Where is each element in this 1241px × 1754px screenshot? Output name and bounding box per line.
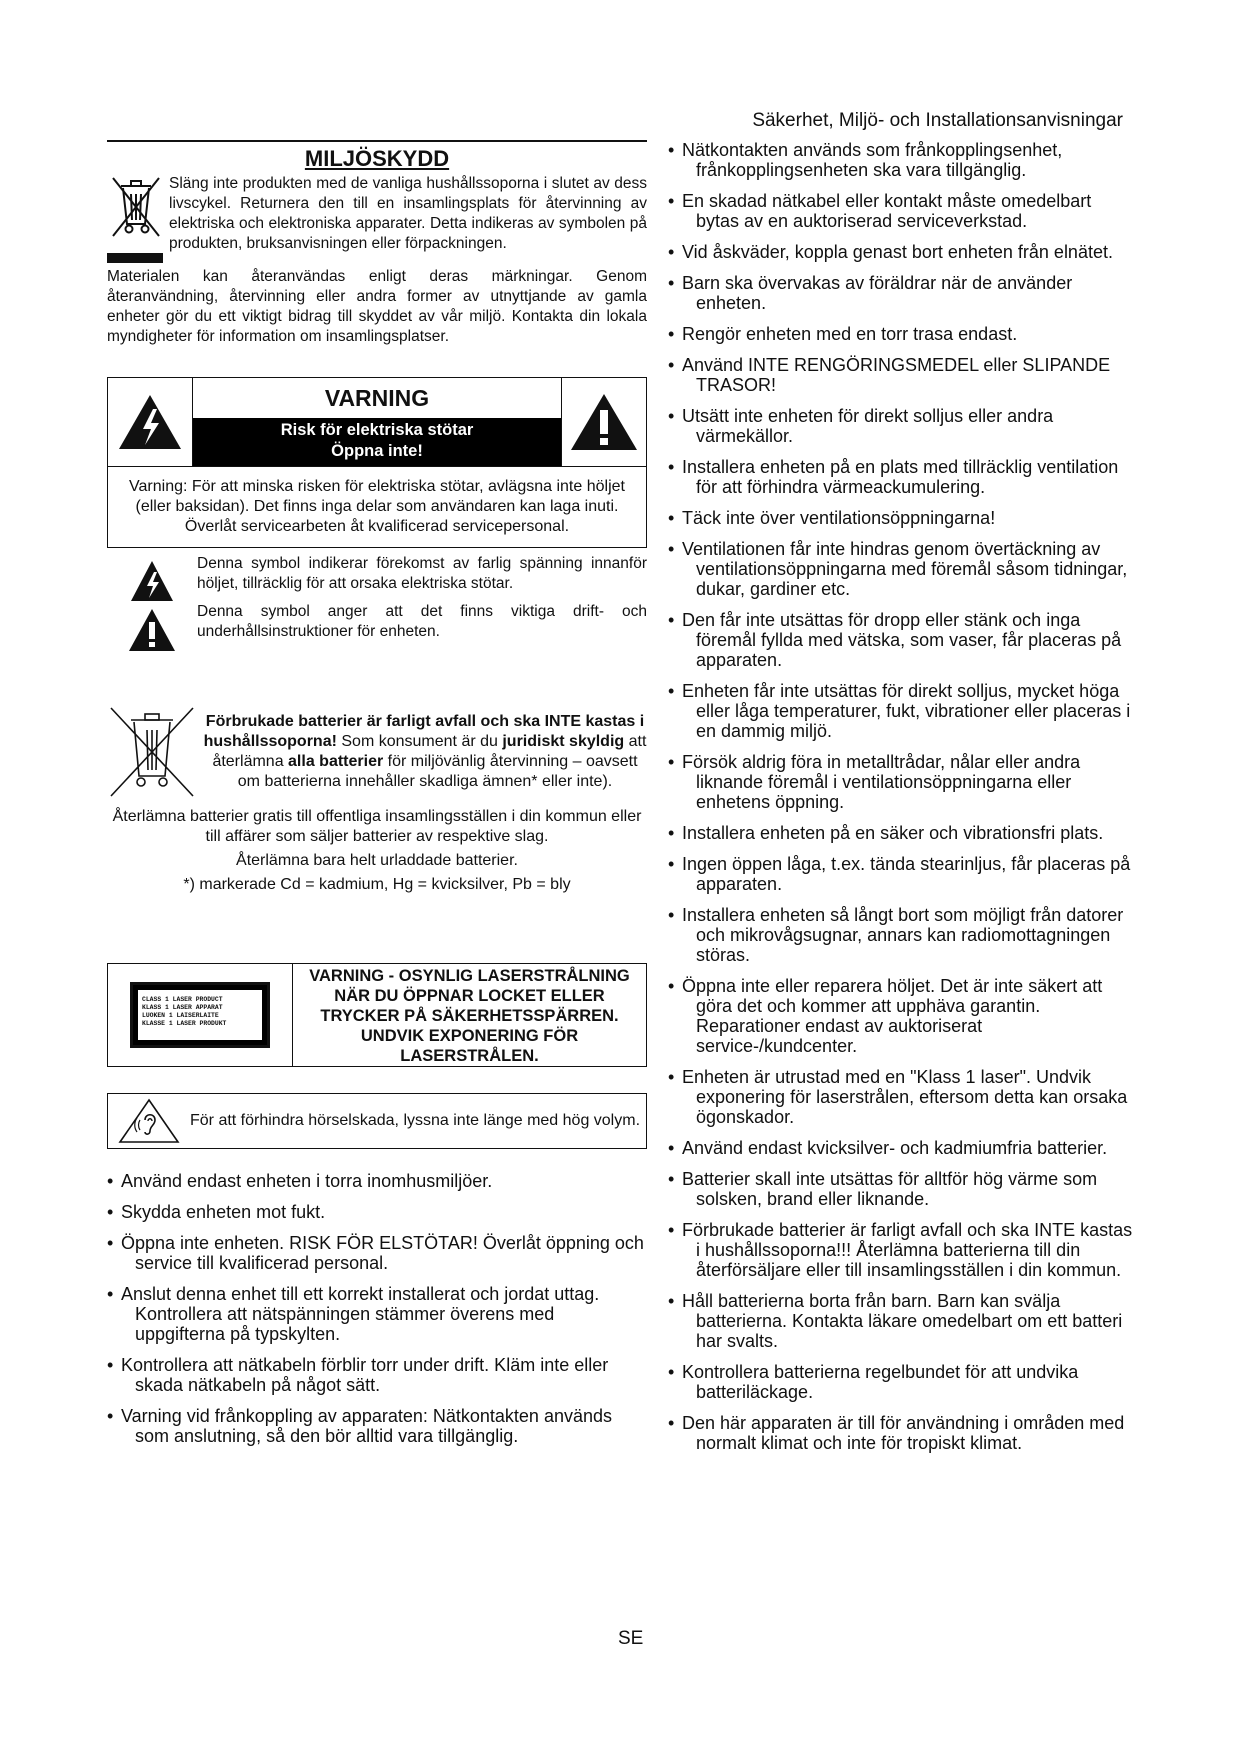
laser-label-line: KLASSE 1 LASER PRODUKT xyxy=(142,1020,227,1027)
battery-bold-1: Förbrukade batterier är farligt avfall och ska INTE kastas i hushållssoporna! xyxy=(203,713,645,750)
lightning-small-icon xyxy=(107,554,197,602)
list-item: • Vid åskväder, koppla genast bort enheten från elnätet. xyxy=(668,242,1138,262)
left-column xyxy=(107,140,647,1457)
laser-warning-box xyxy=(107,963,647,1067)
warning-subtitle-1: Risk för elektriska stötar xyxy=(280,421,474,439)
list-item: • Den här apparaten är till för användning i områden med normalt klimat och inte för tropiskt klimat. xyxy=(668,1413,1138,1453)
lightning-symbol-text: Denna symbol indikerar förekomst av farlig spänning innanför höljet, tillräcklig för att orsaka elektriska stötar. xyxy=(197,555,647,592)
miljoskydd-section xyxy=(107,140,647,347)
battery-footnote: *) markerade Cd = kadmium, Hg = kvicksilver, Pb = bly xyxy=(183,876,571,893)
battery-bold-3: alla batterier xyxy=(288,753,384,770)
lightning-symbol-row xyxy=(107,554,647,602)
warning-body: Varning: För att minska risken för elektriska stötar, avlägsna inte höljet (eller baksidan). Det finns inga delar som användaren kan laga inuti. Överlåt servicearbeten åt kvalificerad servicepersonal. xyxy=(129,478,625,535)
list-item: • Ventilationen får inte hindras genom övertäckning av ventilationsöppningarna med föremål såsom tidningar, dukar, gardiner etc. xyxy=(668,539,1138,599)
miljoskydd-title: MILJÖSKYDD xyxy=(304,146,450,171)
list-item: • Kontrollera batterierna regelbundet för att undvika batteriläckage. xyxy=(668,1362,1138,1402)
list-item: • Installera enheten på en säker och vibrationsfri plats. xyxy=(668,823,1138,843)
list-item: • Håll batterierna borta från barn. Barn kan svälja batterierna. Kontakta läkare omedelbart om ett batteri har svalts. xyxy=(668,1291,1138,1351)
page-header: Säkerhet, Miljö- och Installationsanvisningar xyxy=(752,110,1123,131)
left-bullet-list xyxy=(107,1171,647,1446)
list-item: • Försök aldrig föra in metalltrådar, nålar eller andra liknande föremål i ventilationsöppningarna eller enhetens öppning. xyxy=(668,752,1138,812)
list-item: • Skydda enheten mot fukt. xyxy=(107,1202,647,1222)
exclamation-symbol-text: Denna symbol anger att det finns viktiga drift- och underhållsinstruktioner för enheten. xyxy=(197,603,647,640)
page-number: SE xyxy=(618,1628,644,1649)
list-item: • Den får inte utsättas för dropp eller stänk och inga föremål fyllda med vätska, som vaser, får placeras på apparaten. xyxy=(668,610,1138,670)
list-item: • Täck inte över ventilationsöppningarna! xyxy=(668,508,1138,528)
exclamation-small-icon xyxy=(107,602,197,652)
laser-warning-text: VARNING - OSYNLIG LASERSTRÅLNING NÄR DU ÖPPNAR LOCKET ELLER TRYCKER PÅ SÄKERHETSSPÄRREN. UNDVIK EXPONERING FÖR LASERSTRÅLEN. xyxy=(309,967,630,1065)
warning-subtitle-2: Öppna inte! xyxy=(331,442,423,460)
list-item: • Varning vid frånkoppling av apparaten: Nätkontakten används som anslutning, så den bör alltid vara tillgänglig. xyxy=(107,1406,647,1446)
laser-label-line: CLASS 1 LASER PRODUCT xyxy=(142,996,223,1003)
laser-label-image xyxy=(108,964,293,1066)
weee-bar xyxy=(107,253,163,263)
weee-bin-icon xyxy=(107,174,169,263)
exclamation-warning-icon xyxy=(562,378,646,466)
list-item: • Utsätt inte enheten för direkt solljus eller andra värmekällor. xyxy=(668,406,1138,446)
list-item: • Nätkontakten används som frånkopplingsenhet, frånkopplingsenheten ska vara tillgänglig. xyxy=(668,140,1138,180)
warning-title: VARNING xyxy=(324,385,430,411)
battery-discharged-text: Återlämna bara helt urladdade batterier. xyxy=(236,852,518,869)
battery-text-3: för miljövänlig återvinning – oavsett om batterierna innehåller skadliga ämnen* eller inte). xyxy=(237,753,638,790)
list-item: • Öppna inte eller reparera höljet. Det är inte säkert att göra det och kommer att upphäva garantin. Reparationer endast av auktoriserat service-/kundcenter. xyxy=(668,976,1138,1056)
hearing-warning-icon xyxy=(108,1098,190,1144)
list-item: • Enheten är utrustad med en "Klass 1 laser". Undvik exponering för laserstrålen, eftersom detta kan orsaka ögonskador. xyxy=(668,1067,1138,1127)
list-item: • Ingen öppen låga, t.ex. tända stearinljus, får placeras på apparaten. xyxy=(668,854,1138,894)
list-item: • Förbrukade batterier är farligt avfall och ska INTE kastas i hushållssoporna!!! Återlämna batterierna till din återförsäljare eller till insamlingsställen i din kommun. xyxy=(668,1220,1138,1280)
list-item: • Kontrollera att nätkabeln förblir torr under drift. Kläm inte eller skada nätkabeln på något sätt. xyxy=(107,1355,647,1395)
battery-section xyxy=(107,706,647,807)
battery-bold-2: juridiskt skyldig xyxy=(502,733,625,750)
battery-return-text: Återlämna batterier gratis till offentliga insamlingsställen i din kommun eller till affärer som säljer batterier av respektive slag. xyxy=(112,808,642,845)
list-item: • Anslut denna enhet till ett korrekt installerat och jordat uttag. Kontrollera att nätspänningen stämmer överens med uppgifterna på typskylten. xyxy=(107,1284,647,1344)
list-item: • Rengör enheten med en torr trasa endast. xyxy=(668,324,1138,344)
laser-label-line: KLASS 1 LASER APPARAT xyxy=(142,1004,223,1011)
hearing-warning-box xyxy=(107,1093,647,1149)
miljoskydd-paragraph: Materialen kan återanvändas enligt deras märkningar. Genom återanvändning, återvinning eller andra former av utnyttjande av gamla enheter gör du ett viktigt bidrag till skyddet av vår miljö. Kontakta din lokala myndigheter för information om insamlingsplatser. xyxy=(107,268,647,345)
list-item: • Enheten får inte utsättas för direkt solljus, mycket höga eller låga temperaturer, fukt, vibrationer eller placeras i en dammig miljö. xyxy=(668,681,1138,741)
list-item: • Öppna inte enheten. RISK FÖR ELSTÖTAR! Överlåt öppning och service till kvalificerad personal. xyxy=(107,1233,647,1273)
miljoskydd-title-rule xyxy=(107,140,647,172)
list-item: • Batterier skall inte utsättas för alltför hög värme som solsken, brand eller liknande. xyxy=(668,1169,1138,1209)
right-bullet-list xyxy=(668,140,1138,1453)
battery-text-2: att återlämna xyxy=(212,733,647,770)
list-item: • Installera enheten på en plats med tillräcklig ventilation för att förhindra värmeackumulering. xyxy=(668,457,1138,497)
list-item: • Installera enheten så långt bort som möjligt från datorer och mikrovågsugnar, annars kan radiomottagningen störas. xyxy=(668,905,1138,965)
lightning-warning-icon xyxy=(108,378,192,466)
battery-text-1: Som konsument är du xyxy=(336,733,503,750)
battery-bin-icon xyxy=(107,706,203,807)
list-item: • Använd endast kvicksilver- och kadmiumfria batterier. xyxy=(668,1138,1138,1158)
right-column xyxy=(668,140,1138,1464)
hearing-warning-text: För att förhindra hörselskada, lyssna inte länge med hög volym. xyxy=(190,1112,641,1129)
warning-box xyxy=(107,377,647,548)
laser-class-label xyxy=(130,982,270,1048)
list-item: • En skadad nätkabel eller kontakt måste omedelbart bytas av en auktoriserad serviceverkstad. xyxy=(668,191,1138,231)
battery-main-text xyxy=(203,706,647,807)
laser-label-line: LUOKEN 1 LAISERLAITE xyxy=(142,1012,219,1019)
list-item: • Använd endast enheten i torra inomhusmiljöer. xyxy=(107,1171,647,1191)
list-item: • Barn ska övervakas av föräldrar när de använder enheten. xyxy=(668,273,1138,313)
exclamation-symbol-row xyxy=(107,602,647,652)
warning-subtitle-bar xyxy=(193,418,561,466)
miljoskydd-text: Släng inte produkten med de vanliga hushållssoporna i slutet av dess livscykel. Returnera den till en insamlingsplats för återvinning av elektriska och elektroniska apparater. Detta indikeras av symbolen på produkten, bruksanvisningen eller förpackningen. xyxy=(169,175,647,252)
list-item: • Använd INTE RENGÖRINGSMEDEL eller SLIPANDE TRASOR! xyxy=(668,355,1138,395)
